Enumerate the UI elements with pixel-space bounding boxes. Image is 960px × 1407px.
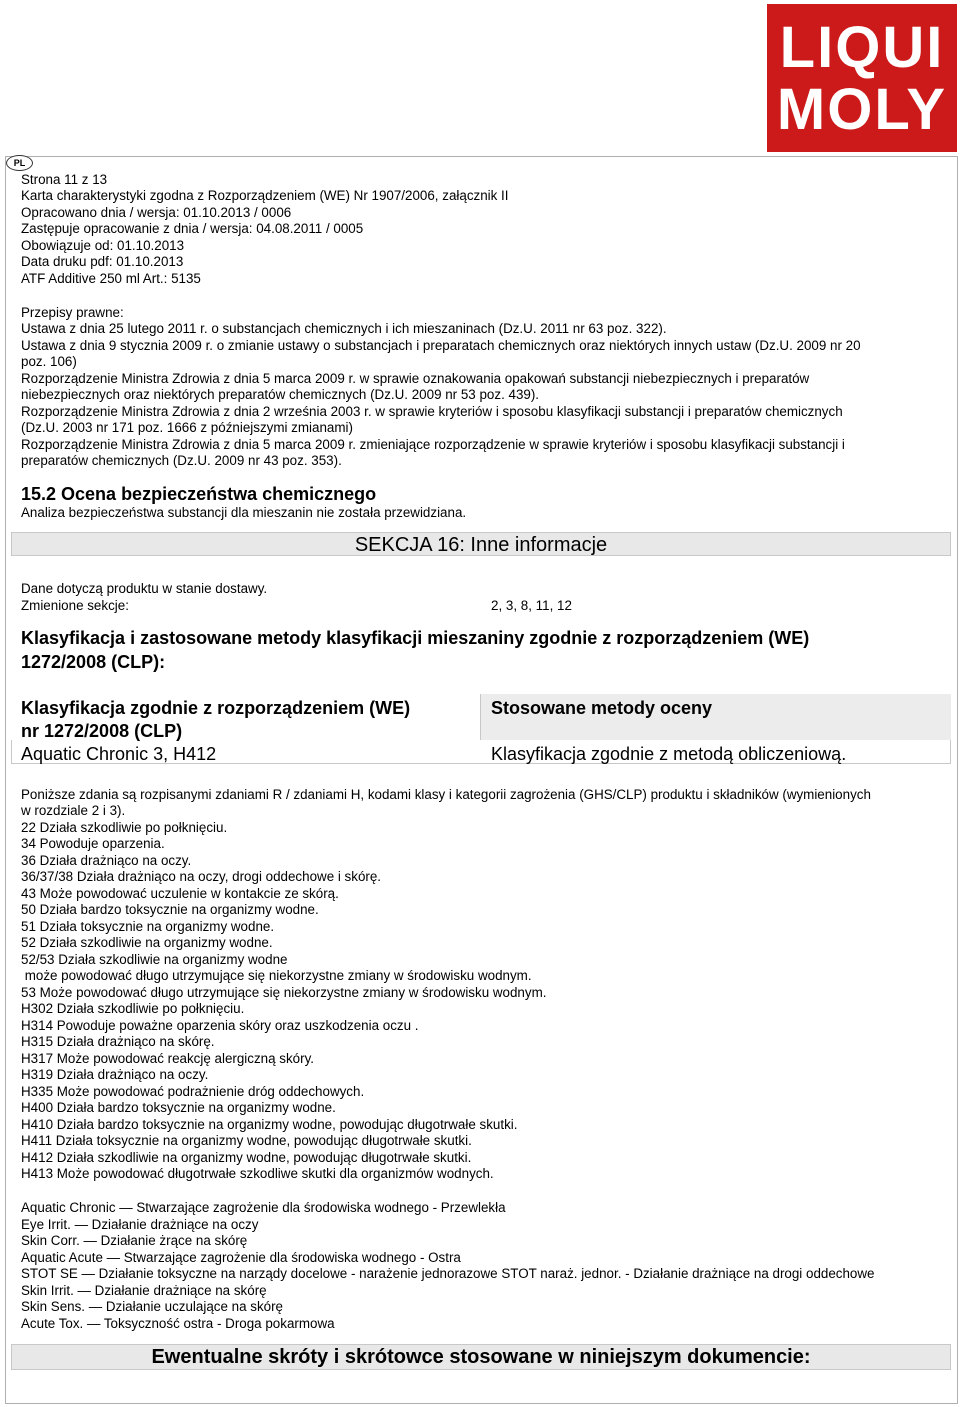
phrase-item: H411 Działa toksycznie na organizmy wodne, powodując długotrwałe skutki. [21, 1133, 472, 1148]
regulation-line: Rozporządzenie Ministra Zdrowia z dnia 5 marca 2009 r. w sprawie oznakowania opakowań substancji niebezpiecznych i preparatów [21, 371, 810, 386]
classification-heading-cont [21, 651, 165, 673]
phrase-item: może powodować długo utrzymujące się niekorzystne zmiany w środowisku wodnym. [21, 968, 532, 983]
abbreviations-header [11, 1344, 951, 1370]
hazard-class-item: Aquatic Acute — Stwarzające zagrożenie dla środowiska wodnego - Ostra [21, 1250, 461, 1265]
phrase-item: H315 Działa drażniąco na skórę. [21, 1034, 215, 1049]
regulation-line: Ustawa z dnia 25 lutego 2011 r. o substancjach chemicznych i ich mieszaninach (Dz.U. 2011 nr 63 poz. 322). [21, 321, 667, 336]
classification-col2-value: Klasyfikacja zgodnie z metodą obliczeniową. [491, 744, 847, 764]
section-16-header [11, 532, 951, 556]
abbreviations-title: Ewentualne skróty i skrótowce stosowane w niniejszym dokumencie: [151, 1346, 811, 1368]
regulation-line: poz. 106) [21, 354, 77, 369]
logo-text-line2: MOLY [776, 77, 948, 142]
phrase-item: H314 Powoduje poważne oparzenia skóry oraz uszkodzenia oczu . [21, 1018, 419, 1033]
classification-heading-line2: 1272/2008 (CLP): [21, 652, 166, 672]
regulation-line: (Dz.U. 2003 nr 171 poz. 1666 z późniejszymi zmianami) [21, 420, 353, 435]
language-badge: PL [6, 155, 33, 171]
logo-text-line1: LIQUI [779, 15, 945, 80]
changed-sections-label: Zmienione sekcje: [21, 598, 129, 613]
classification-col1-header: Klasyfikacja zgodnie z rozporządzeniem (WE) [21, 698, 411, 718]
hazard-class-item: Aquatic Chronic — Stwarzające zagrożenie dla środowiska wodnego - Przewlekła [21, 1200, 506, 1215]
hazard-class-item: Eye Irrit. — Działanie drażniące na oczy [21, 1217, 259, 1232]
section-15-2-text: Analiza bezpieczeństwa substancji dla mieszanin nie została przewidziana. [21, 505, 467, 520]
hazard-class-item: Skin Irrit. — Działanie drażniące na skórę [21, 1283, 267, 1298]
phrase-item: H319 Działa drażniąco na oczy. [21, 1067, 209, 1082]
phrase-item: H335 Może powodować podrażnienie dróg oddechowych. [21, 1084, 365, 1099]
phrase-item: 43 Może powodować uczulenie w kontakcie ze skórą. [21, 886, 339, 901]
hazard-class-item: STOT SE — Działanie toksyczne na narządy docelowe - narażenie jednorazowe STOT naraż. jednor. - Działanie drażniące na drogi oddechowe [21, 1266, 875, 1281]
phrase-item: H400 Działa bardzo toksycznie na organizmy wodne. [21, 1100, 336, 1115]
delivery-note: Dane dotyczą produktu w stanie dostawy. [21, 581, 268, 596]
liqui-moly-logo [767, 4, 957, 152]
hazard-class-item: Skin Sens. — Działanie uczulające na skórę [21, 1299, 283, 1314]
section-16-title: SEKCJA 16: Inne informacje [354, 534, 608, 556]
regulation-line: niebezpiecznych oraz niektórych preparatów chemicznych (Dz.U. 2009 nr 53 poz. 439). [21, 387, 540, 402]
classification-col1-value: Aquatic Chronic 3, H412 [21, 744, 217, 764]
phrase-item: 34 Powoduje oparzenia. [21, 836, 165, 851]
changed-sections-value: 2, 3, 8, 11, 12 [491, 598, 572, 613]
phrase-item: 36/37/38 Działa drażniąco na oczy, drogi oddechowe i skórę. [21, 869, 382, 884]
hazard-class-item: Acute Tox. — Toksyczność ostra - Droga pokarmowa [21, 1316, 335, 1331]
valid-from: Obowiązuje od: 01.10.2013 [21, 238, 185, 253]
regulation-line: Ustawa z dnia 9 stycznia 2009 r. o zmianie ustawy o substancjach i preparatach chemicznych oraz niektórych innych ustaw (Dz.U. 2009 nr 20 [21, 338, 861, 353]
phrase-item: 22 Działa szkodliwie po połknięciu. [21, 820, 228, 835]
phrase-item: 51 Działa toksycznie na organizmy wodne. [21, 919, 275, 934]
phrase-item: 52 Działa szkodliwie na organizmy wodne. [21, 935, 273, 950]
version-info: Opracowano dnia / wersja: 01.10.2013 / 0006 [21, 205, 292, 220]
phrase-item: 53 Może powodować długo utrzymujące się niekorzystne zmiany w środowisku wodnym. [21, 985, 547, 1000]
document-title: Karta charakterystyki zgodna z Rozporządzeniem (WE) Nr 1907/2006, załącznik II [21, 188, 509, 203]
replaces-info: Zastępuje opracowanie z dnia / wersja: 04.08.2011 / 0005 [21, 221, 364, 236]
regulations-label: Przepisy prawne: [21, 305, 124, 320]
phrase-item: 52/53 Działa szkodliwie na organizmy wodne [21, 952, 288, 967]
phrase-item: H410 Działa bardzo toksycznie na organizmy wodne, powodując długotrwałe skutki. [21, 1117, 518, 1132]
product-name: ATF Additive 250 ml Art.: 5135 [21, 271, 201, 286]
phrase-item: H412 Działa szkodliwie na organizmy wodne, powodując długotrwałe skutki. [21, 1150, 472, 1165]
classification-col2-header: Stosowane metody oceny [491, 698, 713, 718]
phrase-item: H302 Działa szkodliwie po połknięciu. [21, 1001, 245, 1016]
phrases-intro-cont: w rozdziale 2 i 3). [21, 803, 126, 818]
print-date: Data druku pdf: 01.10.2013 [21, 254, 184, 269]
phrase-item: H413 Może powodować długotrwałe szkodliwe skutki dla organizmów wodnych. [21, 1166, 494, 1181]
phrases-intro: Poniższe zdania są rozpisanymi zdaniami R / zdaniami H, kodami klasy i kategorii zagrożenia (GHS/CLP) produktu i składników (wymienionych [21, 787, 871, 802]
regulation-line: Rozporządzenie Ministra Zdrowia z dnia 2 września 2003 r. w sprawie kryteriów i sposobu klasyfikacji substancji i preparatów chemicznych [21, 404, 843, 419]
page-number: Strona 11 z 13 [21, 172, 108, 187]
section-15-2-title: 15.2 Ocena bezpieczeństwa chemicznego [21, 484, 377, 504]
regulation-line: Rozporządzenie Ministra Zdrowia z dnia 5 marca 2009 r. zmieniające rozporządzenie w sprawie kryteriów i sposobu klasyfikacji substancji i [21, 437, 845, 452]
phrase-item: H317 Może powodować reakcję alergiczną skóry. [21, 1051, 314, 1066]
regulation-line: preparatów chemicznych (Dz.U. 2009 nr 43 poz. 353). [21, 453, 342, 468]
classification-heading: Klasyfikacja i zastosowane metody klasyfikacji mieszaniny zgodnie z rozporządzeniem (WE) [21, 628, 810, 648]
hazard-class-item: Skin Corr. — Działanie żrące na skórę [21, 1233, 248, 1248]
phrase-item: 36 Działa drażniąco na oczy. [21, 853, 192, 868]
classification-col1-header-cont: nr 1272/2008 (CLP) [21, 721, 183, 741]
phrase-item: 50 Działa bardzo toksycznie na organizmy wodne. [21, 902, 319, 917]
